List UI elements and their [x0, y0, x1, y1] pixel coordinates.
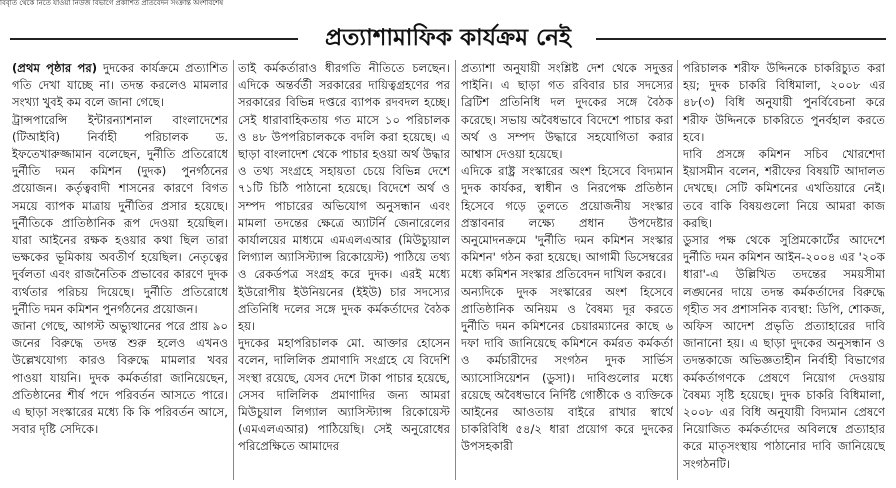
column-paragraph: ডুসার পক্ষ থেকে সুপ্রিমকোর্টের আদেশে দুর্নীতি দমন কমিশন আইন-২০০৪ এর '২০ক ধারা'-এ উল্লিখিত তদন্তের সময়সীমা লঙ্ঘনের দায়ে তদন্ত কর্মকর্তাদের বিরুদ্ধে গৃহীত সব প্রশাসনিক ব্যবস্থা: ডিপি, শোকজ, অফিস আদেশ প্রভৃতি প্রত্যাহারের দাবি জানানো হয়। এ ছাড়া দুদকের অনুসন্ধান ও তদন্তকাজে অভিজ্ঞতাহীন নির্বাহী বিভাগের কর্মকর্তাগণকে প্রেষণে নিয়োগ দেওয়ায় বৈষম্য সৃষ্টি হয়েছে। দুদক চাকরি বিধিমালা, ২০০৮ এর বিধি অনুযায়ী বিদ্যমান প্রেষণে নিয়োজিত কর্মকর্তাদের অবিলম্বে প্রত্যাহার করে মাতৃসংস্থায় পাঠানোর দাবি জানিয়েছে সংগঠনটি। [683, 233, 885, 471]
column-divider [455, 60, 456, 480]
column-paragraph: তাই কর্মকর্তারাও ধীরগতি নীতিতে চলছেন। এদিকে অন্তর্বর্তী সরকারের দায়িত্বগ্রহণের পর সরকারের বিভিন্ন দপ্তরে ব্যাপক রদবদল হচ্ছে। সেই ধারাবাহিকতায় গত মাসে ১০ পরিচালক ও ৪৮ উপপরিচালককে বদলি করা হয়েছে। এ ছাড়া বাংলাদেশ থেকে পাচার হওয়া অর্থ উদ্ধার ও তথ্য সংগ্রহে সহায়তা চেয়ে বিভিন্ন দেশে ৭১টি চিঠি পাঠানো হয়েছে। বিদেশে অর্থ ও সম্পদ পাচারের অভিযোগ অনুসন্ধান এবং মামলা তদন্তের ক্ষেত্রে অ্যাটর্নি জেনারেলের কার্যালয়ের মাধ্যমে এমএলএআর (মিউচ্যুয়াল লিগ্যাল অ্যাসিস্ট্যান্স রিকোয়েস্ট) পাঠিয়ে তথ্য ও রেকর্ডপত্র সংগ্রহ করে দুদক। এরই মধ্যে ইউরোপীয় ইউনিয়নের (ইইউ) চার সদস্যের প্রতিনিধি দলের সঙ্গে দুদক কর্মকর্তাদের বৈঠক হয়। [238, 61, 450, 334]
column-paragraph: অন্যদিকে দুদক সংস্কারের অংশ হিসেবে প্রাতিষ্ঠানিক অনিয়ম ও বৈষম্য দূর করতে দুর্নীতি দমন কমিশনের চেয়ারম্যানের কাছে ৬ দফা দাবি জানিয়েছে কমিশনে কর্মরত কর্মকর্তা ও কর্মচারীদের সংগঠন দুদক সার্ভিস অ্যাসোসিয়েশন (ডুসা)। দাবিগুলোর মধ্যে রয়েছে অবৈধভাবে নির্দিষ্ট গোষ্ঠীকে ও ব্যক্তিকে আইনের আওতায় বাইরে রাখার স্বার্থে চাকরিবিধি ৫৪/২ ধারা প্রয়োগ করে দুদকের উপসহকারী [461, 284, 673, 454]
paragraph-text: দুদকের কার্যক্রমে প্রত্যাশিত গতি দেখা যাচ্ছে না। তদন্ত করলেও মামলার সংখ্যা খুবই কম বলে জানা গেছে। [12, 61, 228, 110]
article-column-3 [461, 60, 673, 482]
column-paragraph: দাবি প্রসঙ্গে কমিশন সচিব খোরশেদা ইয়াসমীন বলেন, শরীফের বিষয়টি আদালত দেখছে। সেটি কমিশনের এখতিয়ারে নেই। তবে বাকি বিষয়গুলো নিয়ে আমরা কাজ করছি। [683, 147, 885, 230]
column-paragraph: দুদকের মহাপরিচালক মো. আক্তার হোসেন বলেন, দালিলিক প্রমাণাদি সংগ্রহে যে বিদেশি সংস্থা রয়েছে, যেসব দেশে টাকা পাচার হয়েছে, সেসব দালিলিক প্রমাণাদির জন্য আমরা মিউচুয়াল লিগ্যাল অ্যাসিস্ট্যান্স রিকোয়েস্ট (এমএলএআর) পাঠিয়েছি। সেই অনুরোধের পরিপ্রেক্ষিতে আমাদের [238, 336, 450, 454]
article-column-2 [238, 60, 450, 482]
article-headline: প্রত্যাশামাফিক কার্যক্রম নেই [324, 25, 571, 51]
column-divider [233, 60, 234, 480]
article-column-1 [12, 60, 228, 482]
column-paragraph: জানা গেছে, আগস্ট অভ্যুত্থানের পরে প্রায় ৯০ জনের বিরুদ্ধে তদন্ত শুরু হলেও এখনও উল্লেখযোগ্য কারও বিরুদ্ধে মামলার খবর পাওয়া যায়নি। দুদক কর্মকর্তারা জানিয়েছেন, প্রতিষ্ঠানের শীর্ষ পদে পরিবর্তন আসতে পারে। এ ছাড়া সংস্কারের মধ্যে কি কি পরিবর্তন আসে, সবার দৃষ্টি সেদিকে। [12, 319, 228, 437]
column-paragraph: পরিচালক শরীফ উদ্দিনকে চাকরিচ্যুত করা হয়; দুদক চাকরি বিধিমালা, ২০০৮ এর ৪৮(৩) বিধি অনুযায়ী পুনর্বিবেচনা করে শরীফ উদ্দিনকে চাকরিতে পুনর্বহাল করতে হবে। [683, 61, 885, 144]
headline-rule-left [10, 38, 298, 40]
continuation-lead: (প্রথম পৃষ্ঠার পর) [12, 61, 98, 75]
column-paragraph: প্রত্যাশা অনুযায়ী সংশ্লিষ্ট দেশ থেকে সদুত্তর পাইনি। এ ছাড়া গত রবিবার চার সদস্যের ব্রিটিশ প্রতিনিধি দল দুদকের সঙ্গে বৈঠক করেছে। সভায় অবৈধভাবে বিদেশে পাচার করা অর্থ ও সম্পদ উদ্ধারে সহযোগিতা করার আশ্বাস দেওয়া হয়েছে। [461, 61, 673, 162]
headline-rule-right [596, 38, 886, 40]
article-column-4 [683, 60, 885, 482]
column-paragraph [12, 60, 228, 112]
previous-article-tail: বিবৃতি থেকে নিতে যাওয়া নিউজ বিভাগে প্রকাশিত প্রতিবেদন সংক্রান্ত অংশবিশেষ [0, 0, 224, 7]
column-paragraph: ট্রান্সপারেন্সি ইন্টারন্যাশনাল বাংলাদেশের (টিআইবি) নির্বাহী পরিচালক ড. ইফতেখারুজ্জামান বলেছেন, দুর্নীতি প্রতিরোধে দুর্নীতি দমন কমিশন (দুদক) পুনর্গঠনের প্রয়োজন। কর্তৃত্ববাদী শাসনের কারণে বিগত সময়ে ব্যাপক মাত্রায় দুর্নীতির প্রসার হয়েছে। দুর্নীতিকে প্রাতিষ্ঠানিক রূপ দেওয়া হয়েছিল। যারা আইনের রক্ষক হওয়ার কথা ছিল তারা ভক্ষকের ভূমিকায় অবতীর্ণ হয়েছিল। নেতৃত্বের দুর্বলতা এবং রাজনৈতিক প্রভাবের কারণে দুদক ব্যর্থতার পরিচয় দিয়েছে। দুর্নীতি প্রতিরোধে দুর্নীতি দমন কমিশন পুনর্গঠনের প্রয়োজন। [12, 112, 228, 316]
headline-bar [0, 18, 896, 56]
column-paragraph: এদিকে রাষ্ট্র সংস্কারের অংশ হিসেবে বিদ্যমান দুদক কার্যকর, স্বাধীন ও নিরপেক্ষ প্রতিষ্ঠান হিসেবে গড়ে তুলতে প্রয়োজনীয় সংস্কার প্রস্তাবনার লক্ষ্যে প্রধান উপদেষ্টার অনুমোদনক্রমে 'দুর্নীতি দমন কমিশন সংস্কার কমিশন' গঠন করা হয়েছে। আগামী ডিসেম্বরের মধ্যে কমিশন সংস্কার প্রতিবেদন দাখিল করবে। [461, 164, 673, 282]
column-divider [677, 60, 678, 480]
